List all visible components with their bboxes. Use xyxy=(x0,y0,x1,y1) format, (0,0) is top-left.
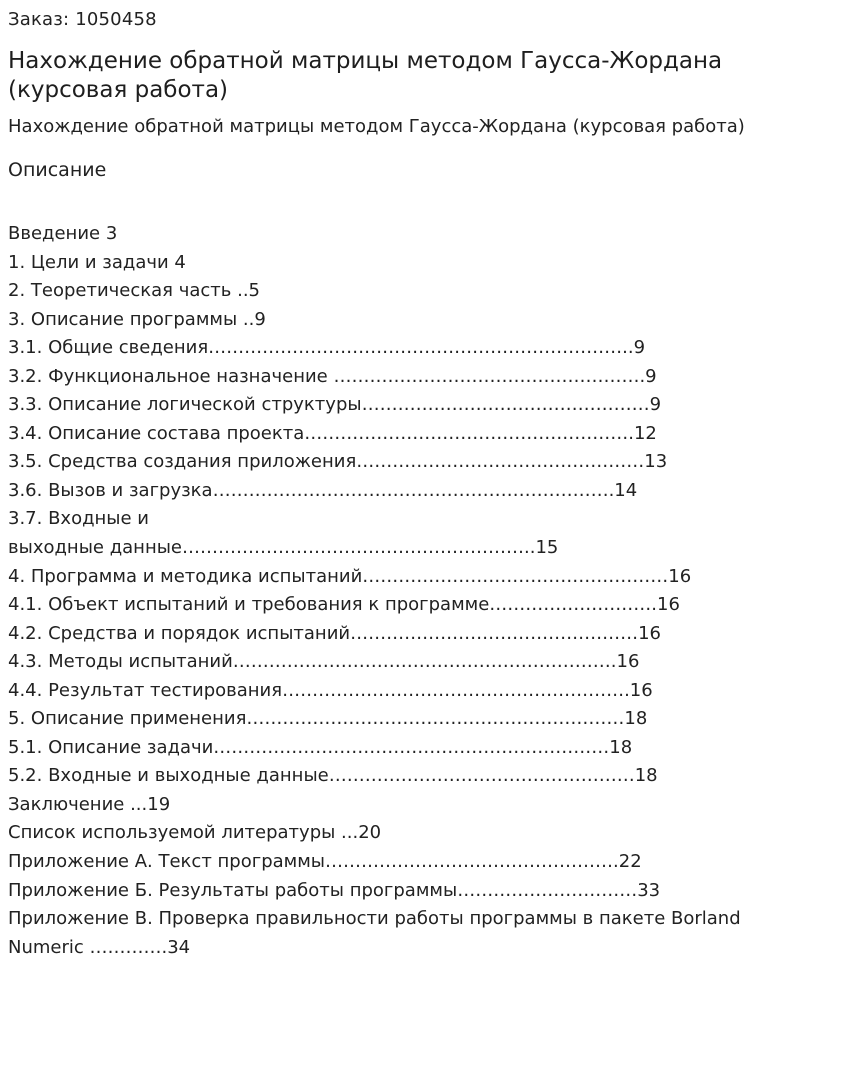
toc-item: 1. Цели и задачи 4 xyxy=(8,251,186,273)
page-subtitle: Нахождение обратной матрицы методом Гаусса-Жордана (курсовая работа) xyxy=(8,116,745,137)
toc-item: Приложение А. Текст программы………………………………………….22 xyxy=(8,851,642,873)
toc-item: 3.4. Описание состава проекта……………………………………………….12 xyxy=(8,422,657,444)
toc-item: 3. Описание программы ..9 xyxy=(8,308,266,330)
table-of-contents xyxy=(8,220,838,962)
toc-item: 3.1. Общие сведения……………………………………………………………..9 xyxy=(8,337,646,359)
toc-item: 3.5. Средства создания приложения…………………………………………13 xyxy=(8,451,668,473)
description-heading: Описание xyxy=(8,159,107,181)
toc-item: Приложение В. Проверка правильности работы программы в пакете Borland Numeric ………….34 xyxy=(8,908,741,958)
page-title: Нахождение обратной матрицы методом Гаусса-Жордана (курсовая работа) xyxy=(8,48,723,103)
toc-item: 5.1. Описание задачи…………………………………………………………18 xyxy=(8,736,633,758)
toc-item: 2. Теоретическая часть ..5 xyxy=(8,280,260,302)
toc-item: 4.2. Средства и порядок испытаний…………………………………………16 xyxy=(8,622,661,644)
toc-item: Введение 3 xyxy=(8,223,118,244)
order-number: Заказ: 1050458 xyxy=(8,9,157,30)
toc-item: 4.1. Объект испытаний и требования к программе……………………….16 xyxy=(8,594,680,616)
toc-item: 4.3. Методы испытаний……………………………………………………….16 xyxy=(8,651,640,673)
toc-item: 3.6. Вызов и загрузка………………………………………………………….14 xyxy=(8,479,638,501)
toc-item: 4. Программа и методика испытаний……………………………………………16 xyxy=(8,565,692,587)
toc-item: Список используемой литературы ...20 xyxy=(8,822,382,844)
toc-item: 5. Описание применения………………………………………………………18 xyxy=(8,708,648,730)
toc-item: выходные данные…………………………………………………..15 xyxy=(8,537,559,559)
toc-item: 3.7. Входные и xyxy=(8,508,150,530)
toc-item: Заключение ...19 xyxy=(8,793,171,815)
toc-item: 3.3. Описание логической структуры…………………………………………9 xyxy=(8,394,662,416)
toc-item: 4.4. Результат тестирования………………………………………………….16 xyxy=(8,679,653,701)
toc-item: 3.2. Функциональное назначение …………………………………………….9 xyxy=(8,365,657,387)
toc-item: 5.2. Входные и выходные данные……………………………………………18 xyxy=(8,765,658,787)
toc-item: Приложение Б. Результаты работы программы…………………………33 xyxy=(8,879,661,901)
